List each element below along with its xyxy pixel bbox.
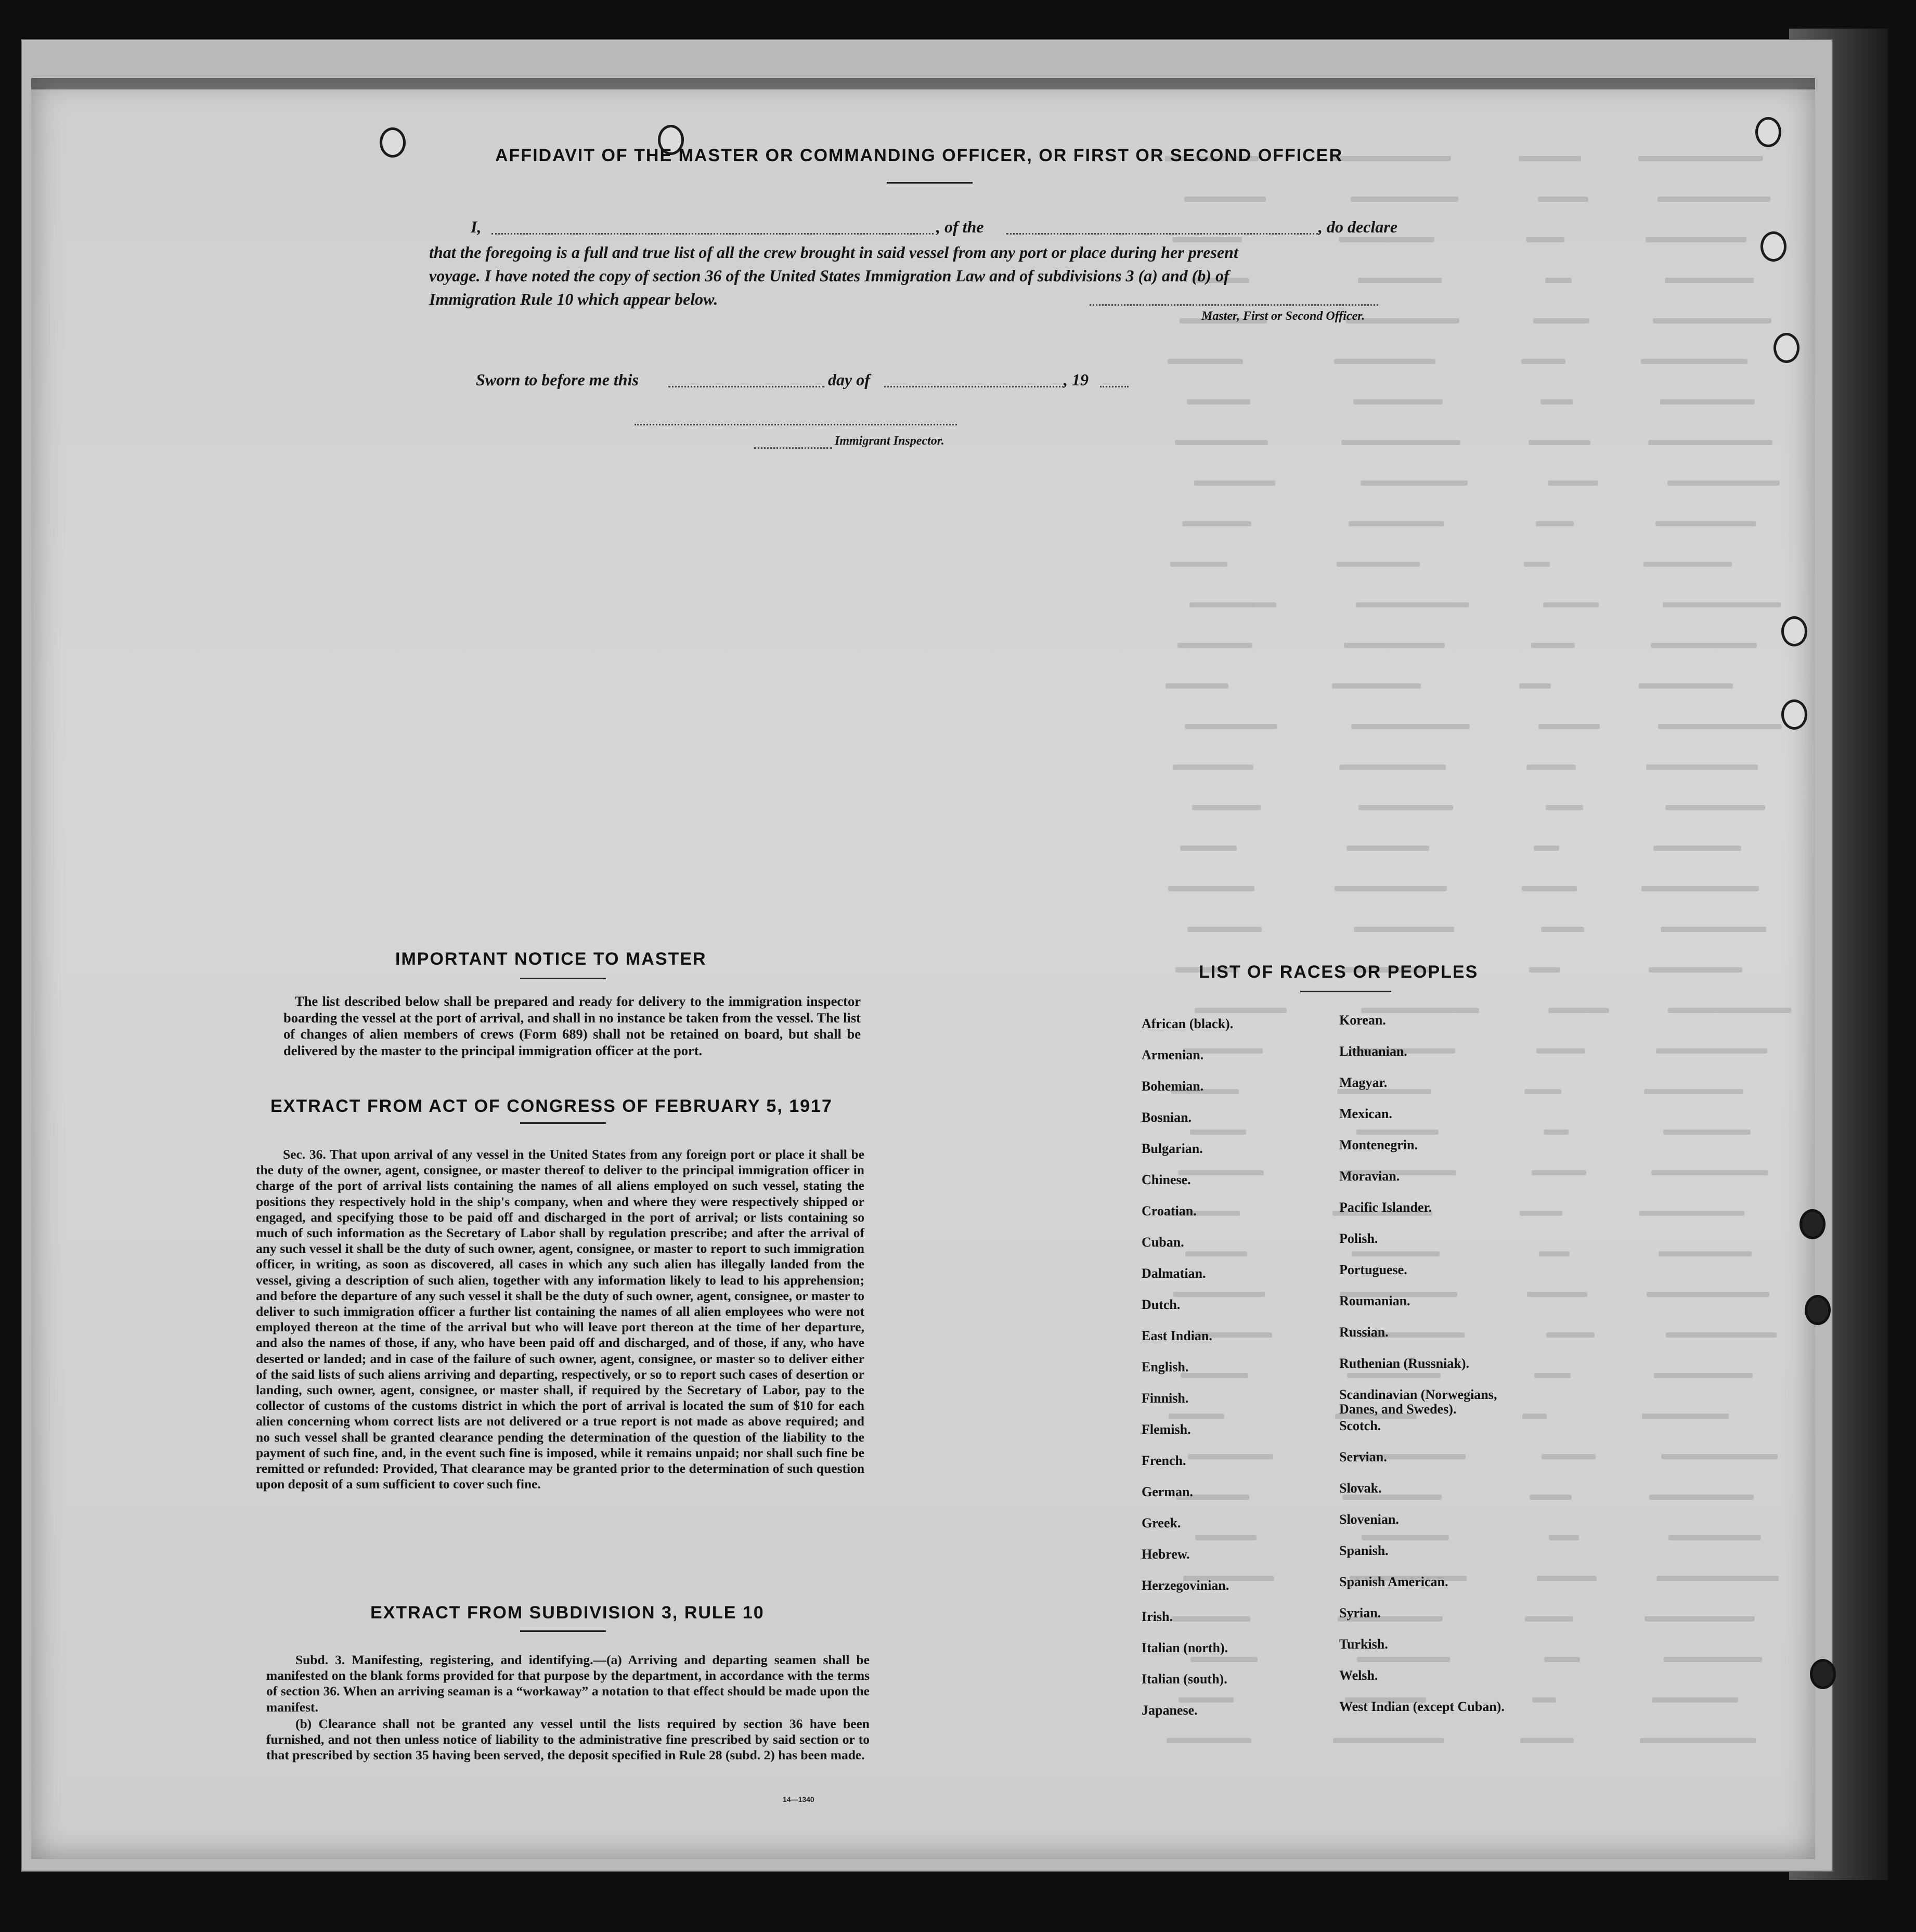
label-i: I, (471, 217, 482, 236)
title-rule (887, 182, 973, 184)
race-item: Slovak. (1339, 1481, 1382, 1496)
act-extract-title: EXTRACT FROM ACT OF CONGRESS OF FEBRUARY 5, 1917 (270, 1096, 833, 1116)
inspector-signature-line-2 (754, 447, 832, 449)
race-item: Bulgarian. (1142, 1141, 1203, 1156)
punch-hole (1755, 117, 1781, 147)
race-item: Cuban. (1142, 1235, 1184, 1250)
race-item: Ruthenian (Russniak). (1339, 1356, 1469, 1371)
punch-hole (1781, 616, 1807, 646)
race-item: Welsh. (1339, 1668, 1378, 1683)
races-title: LIST OF RACES OR PEOPLES (1199, 962, 1479, 982)
rule-extract-rule (520, 1630, 606, 1632)
race-item: Korean. (1339, 1013, 1386, 1028)
race-item: Polish. (1339, 1231, 1378, 1246)
inspector-label: Immigrant Inspector. (835, 434, 944, 448)
punch-hole (1810, 1659, 1836, 1689)
rule-para-a: Subd. 3. Manifesting, registering, and identifying.—(a) Arriving and departing seamen shall be manifested on the blank forms provided for that purpose by the department, in accordance with the terms of section 36. When an arriving seaman is a “workaway” a notation to that effect should be made upon the manifest. (266, 1652, 870, 1715)
race-item: English. (1142, 1359, 1189, 1375)
race-item: Japanese. (1142, 1703, 1198, 1718)
race-item: Scotch. (1339, 1418, 1381, 1433)
act-extract-text: Sec. 36. That upon arrival of any vessel in the United States from any foreign port or place it shall be the duty of the owner, agent, consignee, or master thereof to deliver to the principal immigration officer in charge of the port of arrival lists containing the names of all aliens employed on such vessel, stating the positions they respectively hold in the ship's company, when and where they were respectively shipped or engaged, and specifying those to be paid off and discharged in the port of arrival; or lists containing so much of such information as the Secretary of Labor shall by regulation prescribe; and after the arrival of any such vessel it shall be the duty of such owner, agent, consignee, or master to report to such immigration officer, in writing, as soon as discovered, all cases in which any such alien has illegally landed from the vessel, giving a description of such alien, together with any information likely to lead to his apprehension; and before the departure of any such vessel it shall be the duty of such owner, agent, consignee, or master to deliver to such immigration officer a further list containing the names of all alien employees who were not employed thereon at the time of the arrival but who will leave port thereon at the time of her departure, and also the names of those, if any, who have been paid off and discharged, and of those, if any, who have deserted or landed; and in case of the failure of such owner, agent, consignee, or master so to deliver either of the said lists of such aliens arriving and departing, respectively, or so to report such cases of desertion or landing, such owner, agent, consignee, or master shall, if required by the Secretary of Labor, pay to the collector of customs of the customs district in which the port of arrival is located the sum of $10 for each alien concerning whom correct lists are not delivered or a true report is not made as above required; and no such vessel shall be granted clearance pending the determination of the question of the liability to the payment of such fine, and, in the event such fine is imposed, while it remains unpaid; nor shall such fine be remitted or refunded: Provided, That clearance may be granted prior to the determination of such question upon deposit of a sum sufficient to cover such fine. (256, 1147, 864, 1492)
punch-hole (1805, 1295, 1831, 1325)
inspector-signature-line (635, 424, 957, 425)
race-item: African (black). (1142, 1016, 1234, 1031)
notice-text: The list described below shall be prepared and ready for delivery to the immigration inspector boarding the vessel at the port of arrival, and shall in no instance be taken from the vessel. The list of changes of alien members of crews (Form 689) shall not be retained on board, but shall be delivered by the master to the principal immigration officer at the port. (283, 993, 861, 1058)
race-item: West Indian (except Cuban). (1339, 1699, 1505, 1714)
affidavit-line-2: voyage. I have noted the copy of section 36 of the United States Immigration Law and of subdivisions 3 (a) and (b) of (429, 266, 1229, 285)
rule-extract-title: EXTRACT FROM SUBDIVISION 3, RULE 10 (370, 1603, 765, 1623)
rule-para-b: (b) Clearance shall not be granted any vessel until the lists required by section 36 have been furnished, and not then unless notice of liability to the administrative fine prescribed by said section or to that prescribed by section 35 having been served, the deposit specified in Rule 28 (subd. 2) has been made. (266, 1716, 870, 1763)
race-item: Syrian. (1339, 1605, 1381, 1620)
punch-hole (1781, 699, 1807, 730)
race-item: Croatian. (1142, 1203, 1197, 1218)
race-item: Portuguese. (1339, 1262, 1407, 1277)
race-item: Magyar. (1339, 1075, 1388, 1090)
race-item: Greek. (1142, 1515, 1181, 1531)
race-item: Servian. (1339, 1449, 1387, 1464)
race-item: Spanish. (1339, 1543, 1389, 1558)
name-blank (491, 233, 934, 235)
label-do-declare: , do declare (1318, 217, 1397, 236)
race-item: Dalmatian. (1142, 1266, 1206, 1281)
race-item: Italian (south). (1142, 1671, 1227, 1687)
form-sheet (31, 78, 1815, 1859)
race-item: Italian (north). (1142, 1640, 1228, 1655)
master-signature-line (1090, 304, 1378, 306)
race-item: Slovenian. (1339, 1512, 1399, 1527)
race-item: Flemish. (1142, 1422, 1191, 1437)
sworn-label: Sworn to before me this (476, 370, 639, 389)
affidavit-title: AFFIDAVIT OF THE MASTER OR COMMANDING OFFICER, OR FIRST OR SECOND OFFICER (495, 146, 1343, 165)
label-of-the: , of the (936, 217, 984, 236)
race-item: French. (1142, 1453, 1186, 1468)
race-item: Montenegrin. (1339, 1137, 1418, 1152)
form-number: 14—1340 (783, 1795, 814, 1804)
race-item: Roumanian. (1339, 1293, 1410, 1308)
punch-hole (1760, 231, 1786, 262)
race-item: German. (1142, 1484, 1193, 1499)
race-item: Herzegovinian. (1142, 1578, 1229, 1593)
race-item: Bosnian. (1142, 1110, 1192, 1125)
master-signature-label: Master, First or Second Officer. (1201, 309, 1365, 323)
sworn-day-blank (668, 386, 824, 387)
race-item: Turkish. (1339, 1637, 1388, 1652)
race-item: Hebrew. (1142, 1547, 1190, 1562)
year-blank (1100, 386, 1129, 387)
punch-hole (1800, 1209, 1826, 1239)
race-item: Armenian. (1142, 1047, 1204, 1062)
race-item: Spanish American. (1339, 1574, 1448, 1589)
affidavit-line-3: Immigration Rule 10 which appear below. (429, 290, 718, 308)
race-item: Moravian. (1339, 1169, 1400, 1184)
race-item: Finnish. (1142, 1391, 1189, 1406)
race-item: Danes, and Swedes). (1339, 1402, 1457, 1417)
month-blank (884, 386, 1064, 387)
race-item: Scandinavian (Norwegians, (1339, 1387, 1497, 1402)
notice-title: IMPORTANT NOTICE TO MASTER (395, 949, 707, 969)
race-item: East Indian. (1142, 1328, 1212, 1343)
race-item: Pacific Islander. (1339, 1200, 1432, 1215)
race-item: Dutch. (1142, 1297, 1181, 1312)
act-extract-rule (520, 1122, 606, 1124)
races-rule (1300, 991, 1391, 992)
notice-rule (520, 978, 606, 979)
race-item: Russian. (1339, 1325, 1389, 1340)
year-label: , 19 (1064, 370, 1089, 389)
race-item: Bohemian. (1142, 1079, 1204, 1094)
day-of-label: day of (828, 370, 870, 389)
race-item: Chinese. (1142, 1172, 1191, 1187)
affidavit-line-1: that the foregoing is a full and true list of all the crew brought in said vessel from any port or place during her present (429, 243, 1238, 262)
punch-hole (380, 127, 406, 158)
race-item: Irish. (1142, 1609, 1173, 1624)
race-item: Mexican. (1339, 1106, 1392, 1121)
vessel-blank (1006, 233, 1318, 235)
sheet-top-edge (31, 78, 1815, 89)
race-item: Lithuanian. (1339, 1044, 1407, 1059)
punch-hole (1773, 333, 1800, 363)
